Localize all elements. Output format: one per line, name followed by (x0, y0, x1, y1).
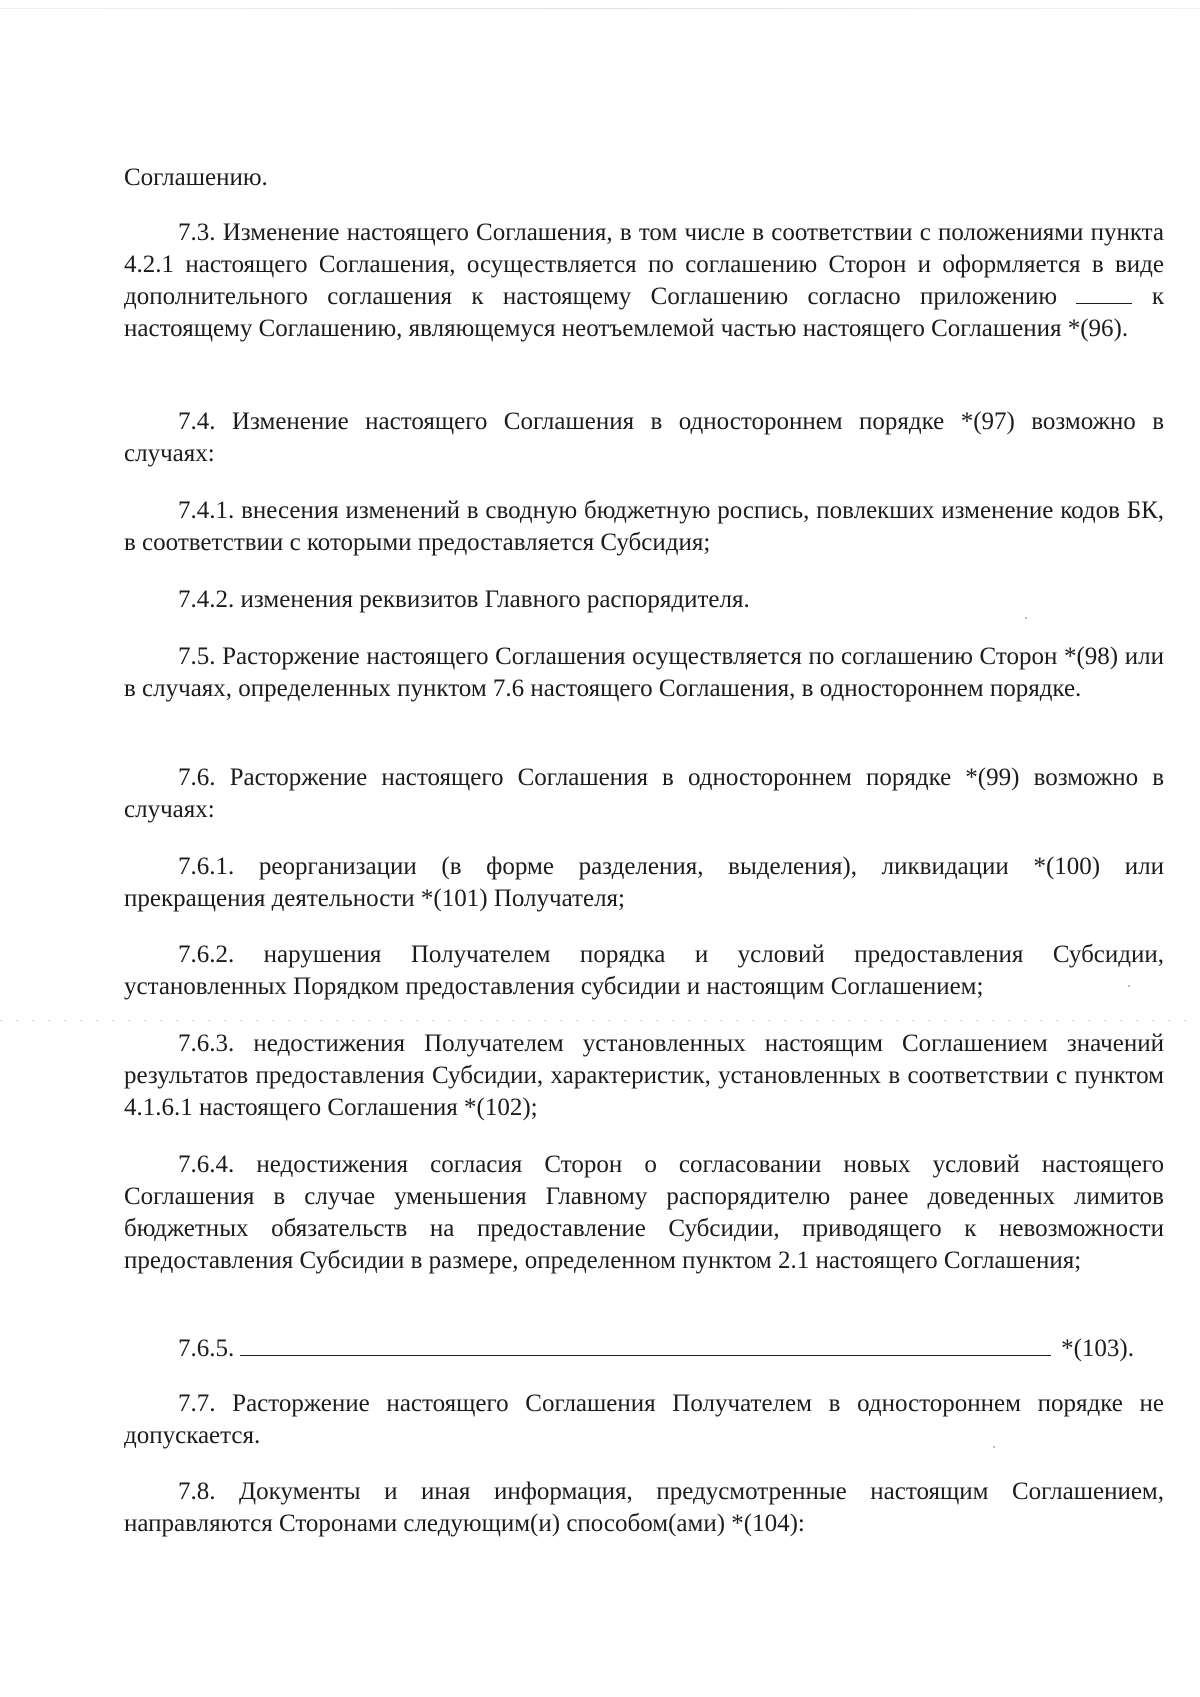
paragraph-continuation: Соглашению. (124, 164, 268, 191)
paragraph-7-6-2: 7.6.2. нарушения Получателем порядка и условий предоставления Субсидии, установленных Порядком предоставления субсидии и настоящим Соглашением; (124, 941, 1164, 1000)
paragraph-7-6: 7.6. Расторжение настоящего Соглашения в одностороннем порядке *(99) возможно в случаях: (124, 764, 1164, 823)
scan-edge-line (0, 8, 1200, 9)
paragraph-7-8: 7.8. Документы и иная информация, предусмотренные настоящим Соглашением, направляются Сторонами следующим(и) способом(ами) *(104): (124, 1478, 1164, 1537)
scan-speck (1025, 617, 1027, 619)
paragraph-7-6-5 (124, 1333, 1164, 1365)
paragraph-7-6-5-number: 7.6.5. (178, 1335, 235, 1362)
paragraph-7-7: 7.7. Расторжение настоящего Соглашения Получателем в одностороннем порядке не допускается. (124, 1390, 1164, 1449)
paragraph-7-4-1: 7.4.1. внесения изменений в сводную бюджетную роспись, повлекших изменение кодов БК, в соответствии с которыми предоставляется Субсидия; (124, 497, 1164, 556)
paragraph-7-4-2: 7.4.2. изменения реквизитов Главного распорядителя. (178, 586, 750, 613)
blank-field-reason (240, 1333, 1051, 1356)
scan-artifact-line (0, 1020, 1200, 1021)
document-text (124, 162, 1164, 194)
paragraph-7-3-part2: к настоящему Соглашению, являющемуся неотъемлемой частью настоящего Соглашения *(96). (124, 283, 1164, 342)
paragraph-7-3 (124, 217, 1164, 345)
paragraph-7-5: 7.5. Расторжение настоящего Соглашения осуществляется по соглашению Сторон *(98) или в случаях, определенных пунктом 7.6 настоящего Соглашения, в одностороннем порядке. (124, 643, 1164, 702)
paragraph-7-6-1: 7.6.1. реорганизации (в форме разделения, выделения), ликвидации *(100) или прекращения деятельности *(101) Получателя; (124, 853, 1164, 912)
blank-field-appendix (1076, 283, 1132, 304)
paragraph-7-3-part1: 7.3. Изменение настоящего Соглашения, в том числе в соответствии с положениями пункта 4.2.1 настоящего Соглашения, осуществляется по соглашению Сторон и оформляется в виде дополнительного соглашения к настоящему Соглашению согласно приложению (124, 219, 1164, 310)
paragraph-7-6-3: 7.6.3. недостижения Получателем установленных настоящим Соглашением значений результатов предоставления Субсидии, характеристик, установленных в соответствии с пунктом 4.1.6.1 настоящего Соглашения *(102); (124, 1030, 1164, 1121)
paragraph-7-6-4: 7.6.4. недостижения согласия Сторон о согласовании новых условий настоящего Соглашения в случае уменьшения Главному распорядителю ранее доведенных лимитов бюджетных обязательств на предоставление Субсидии, приводящего к невозможности предоставления Субсидии в размере, определенном пунктом 2.1 настоящего Соглашения; (124, 1151, 1164, 1274)
paragraph-7-6-5-footnote: *(103). (1061, 1335, 1134, 1362)
paragraph-7-4: 7.4. Изменение настоящего Соглашения в одностороннем порядке *(97) возможно в случаях: (124, 408, 1164, 467)
